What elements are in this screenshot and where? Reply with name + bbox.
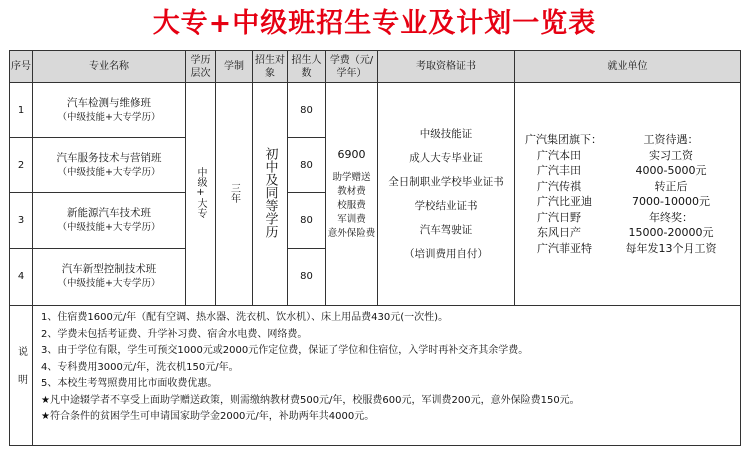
fee-gift: 军训费 bbox=[337, 213, 366, 225]
major-cell bbox=[33, 193, 186, 248]
target-text: 初中及同等学历 bbox=[262, 147, 278, 238]
header-level: 学历层次 bbox=[186, 51, 216, 83]
salary-item: 工资待遇： bbox=[643, 133, 699, 146]
major-sub: （中级技能+大专学历） bbox=[57, 111, 161, 123]
quota-cell: 80 bbox=[288, 248, 326, 305]
row-seq: 4 bbox=[10, 248, 33, 305]
company-item: 广汽本田 bbox=[537, 148, 581, 162]
major-cell bbox=[33, 138, 186, 193]
fee-gift: 助学赠送 bbox=[332, 171, 371, 183]
row-seq: 3 bbox=[10, 193, 33, 248]
enrollment-table bbox=[9, 50, 741, 446]
jobs-companies bbox=[525, 132, 615, 256]
header-fee: 学费（元/学年） bbox=[326, 51, 378, 83]
salary-item: 实习工资 bbox=[649, 148, 693, 162]
major-name: 汽车新型控制技术班 bbox=[61, 263, 157, 276]
salary-item: 15000-20000元 bbox=[628, 226, 714, 239]
header-major: 专业名称 bbox=[33, 51, 186, 83]
duration-cell bbox=[216, 83, 253, 306]
company-item: 东风日产 bbox=[537, 226, 581, 239]
level-text: 中级+大专 bbox=[195, 167, 206, 218]
fee-gift: 意外保险费 bbox=[327, 227, 376, 239]
note-item: 5、本校生考驾照费用比市面收费优惠。 bbox=[41, 378, 218, 389]
target-cell bbox=[253, 83, 288, 306]
salary-item: 7000-10000元 bbox=[632, 195, 710, 208]
header-target: 招生对象 bbox=[253, 51, 288, 83]
salary-item: 转正后 bbox=[654, 179, 688, 193]
major-sub: （中级技能+大专学历） bbox=[57, 166, 161, 178]
cert-item: 汽车驾驶证 bbox=[419, 224, 473, 236]
page-title: 大专+中级班招生专业及计划一览表 bbox=[152, 8, 597, 39]
fee-cell bbox=[326, 83, 378, 306]
note-item: ★凡中途辍学者不享受上面助学赠送政策，则需缴纳教材费500元/年，校服费600元，军训费200元，意外保险费150元。 bbox=[41, 394, 580, 406]
quota-cell: 80 bbox=[288, 193, 326, 248]
cert-item: （培训费用自付） bbox=[404, 248, 488, 260]
major-sub: （中级技能+大专学历） bbox=[57, 222, 161, 234]
cert-item: 学校结业证书 bbox=[414, 200, 478, 212]
major-name: 汽车检测与维修班 bbox=[67, 96, 151, 109]
company-item: 广汽菲亚特 bbox=[537, 241, 592, 255]
company-item: 广汽比亚迪 bbox=[537, 195, 592, 208]
company-item: 广汽日野 bbox=[537, 210, 581, 224]
quota-cell: 80 bbox=[288, 83, 326, 138]
quota-cell: 80 bbox=[288, 138, 326, 193]
salary-item: 年终奖： bbox=[649, 210, 693, 224]
company-item: 广汽传祺 bbox=[537, 179, 581, 193]
salary-item: 4000-5000元 bbox=[635, 164, 707, 177]
note-item: 2、学费未包括考证费、升学补习费、宿舍水电费、网络费。 bbox=[41, 328, 308, 340]
company-item: 广汽丰田 bbox=[537, 164, 581, 177]
jobs-salary bbox=[606, 132, 736, 256]
cert-item: 成人大专毕业证 bbox=[409, 152, 483, 164]
note-item: ★符合条件的贫困学生可申请国家助学金2000元/年，补助两年共4000元。 bbox=[41, 411, 375, 422]
header-cert: 考取资格证书 bbox=[378, 51, 515, 83]
major-name: 新能源汽车技术班 bbox=[67, 207, 151, 220]
row-seq: 1 bbox=[10, 83, 33, 138]
row-seq: 2 bbox=[10, 138, 33, 193]
duration-text: 三年 bbox=[228, 182, 240, 203]
fee-amount: 6900 bbox=[337, 147, 366, 161]
cert-item: 中级技能证 bbox=[419, 128, 473, 140]
cert-item: 全日制职业学校毕业证书 bbox=[388, 176, 504, 188]
cert-cell bbox=[378, 83, 515, 306]
level-cell bbox=[186, 83, 216, 306]
note-item: 1、住宿费1600元/年（配有空调、热水器、洗衣机、饮水机）、床上用品费430元(一次性)。 bbox=[41, 312, 449, 323]
header-duration: 学制 bbox=[216, 51, 253, 83]
note-item: 4、专科费用3000元/年，洗衣机150元/年。 bbox=[41, 361, 239, 373]
major-sub: （中级技能+大专学历） bbox=[57, 278, 161, 290]
major-cell bbox=[33, 248, 186, 305]
notes-cell bbox=[33, 306, 741, 446]
major-cell bbox=[33, 83, 186, 138]
header-jobs: 就业单位 bbox=[515, 51, 741, 83]
fee-gift: 教材费 bbox=[337, 185, 366, 197]
header-seq: 序号 bbox=[10, 51, 33, 83]
salary-item: 每年发13个月工资 bbox=[625, 241, 717, 255]
company-item: 广汽集团旗下： bbox=[525, 133, 602, 146]
jobs-cell bbox=[515, 83, 741, 306]
note-item: 3、由于学位有限，学生可预交1000元或2000元作定位费，保证了学位和住宿位，入学时再补交齐其余学费。 bbox=[41, 345, 529, 356]
notes-label: 说明 bbox=[15, 346, 27, 402]
major-name: 汽车服务技术与营销班 bbox=[56, 151, 162, 164]
header-quota: 招生人数 bbox=[288, 51, 326, 83]
notes-label-cell bbox=[10, 306, 33, 446]
fee-gift: 校服费 bbox=[337, 199, 366, 211]
